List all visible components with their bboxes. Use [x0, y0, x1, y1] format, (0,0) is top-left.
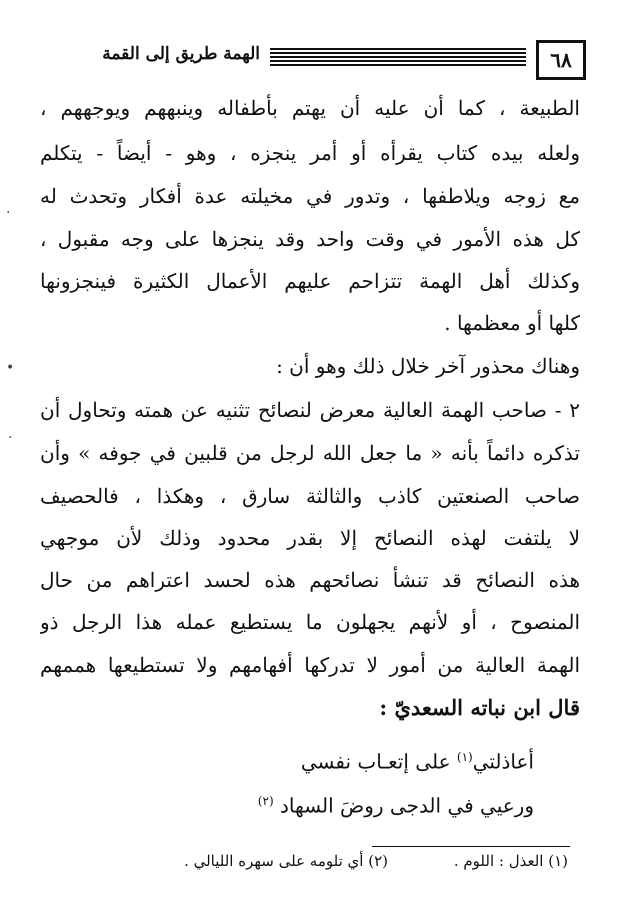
margin-mark: • — [6, 360, 15, 376]
footnote-rule — [372, 846, 570, 847]
body-line: ولعله بيده كتاب يقرأه أو أمر ينجزه ، وهو - أيضاً - يتكلم — [40, 141, 580, 165]
body-line: هذه النصائح قد تنشأ نصائحهم هذه لحسد اعتراهم من حال — [40, 568, 580, 592]
body-line: وكذلك أهل الهمة تتزاحم عليهم الأعمال الكثيرة فينجزونها — [40, 269, 580, 293]
verse-text: على إتعـاب نفسي — [300, 749, 457, 774]
verse-line-1 — [301, 742, 534, 777]
body-line: كل هذه الأمور في وقت واحد وقد ينجزها على وجه مقبول ، — [40, 227, 580, 251]
body-line: مع زوجه ويلاطفها ، وتدور في مخيلته عدة أفكار وتحدث له — [40, 184, 580, 208]
body-line: لا يلتفت لهذه النصائح إلا بقدر محدود وذلك لأن موجهي — [40, 526, 580, 550]
body-line: كلها أو معظمها . — [444, 311, 580, 335]
footnote-ref: (٢) — [257, 794, 274, 808]
verse-line-2 — [258, 786, 534, 821]
header-rule — [270, 48, 526, 66]
body-line: وهناك محذور آخر خلال ذلك وهو أن : — [276, 354, 580, 378]
body-line: ٢ - صاحب الهمة العالية معرض لنصائح تثنيه عن همته وتحاول أن — [40, 398, 580, 422]
body-line: تذكره دائماً بأنه « ما جعل الله لرجل من قلبين في جوفه » وأن — [40, 441, 580, 465]
verse-text: أعاذلتي — [472, 749, 534, 774]
margin-mark: · — [8, 430, 13, 446]
body-line: صاحب الصنعتين كاذب والثالثة سارق ، وهكذا ، فالحصيف — [40, 484, 580, 508]
verse-text: ورعيي في الدجى روضَ السهاد — [273, 793, 534, 818]
margin-mark: · — [6, 205, 11, 221]
body-line: المنصوح ، أو لأنهم يجهلون ما يستطيع عمله هذا الرجل ذو — [40, 610, 580, 634]
poet-heading: قال ابن نباته السعديّ : — [379, 695, 580, 720]
body-line: الطبيعة ، كما أن عليه أن يهتم بأطفاله وينبههم ويوجههم ، — [40, 96, 580, 120]
footnote-1: (١) العذل : اللوم . — [453, 852, 568, 870]
running-title: الهمة طريق إلى القمة — [102, 44, 260, 64]
page-number: ٦٨ — [536, 40, 586, 80]
body-line: الهمة العالية من أمور لا تدركها أفهامهم ولا تستطيعها هممهم — [40, 653, 580, 677]
footnote-ref: (١) — [456, 750, 473, 764]
footnote-2: (٢) أي تلومه على سهره الليالي . — [184, 852, 388, 870]
